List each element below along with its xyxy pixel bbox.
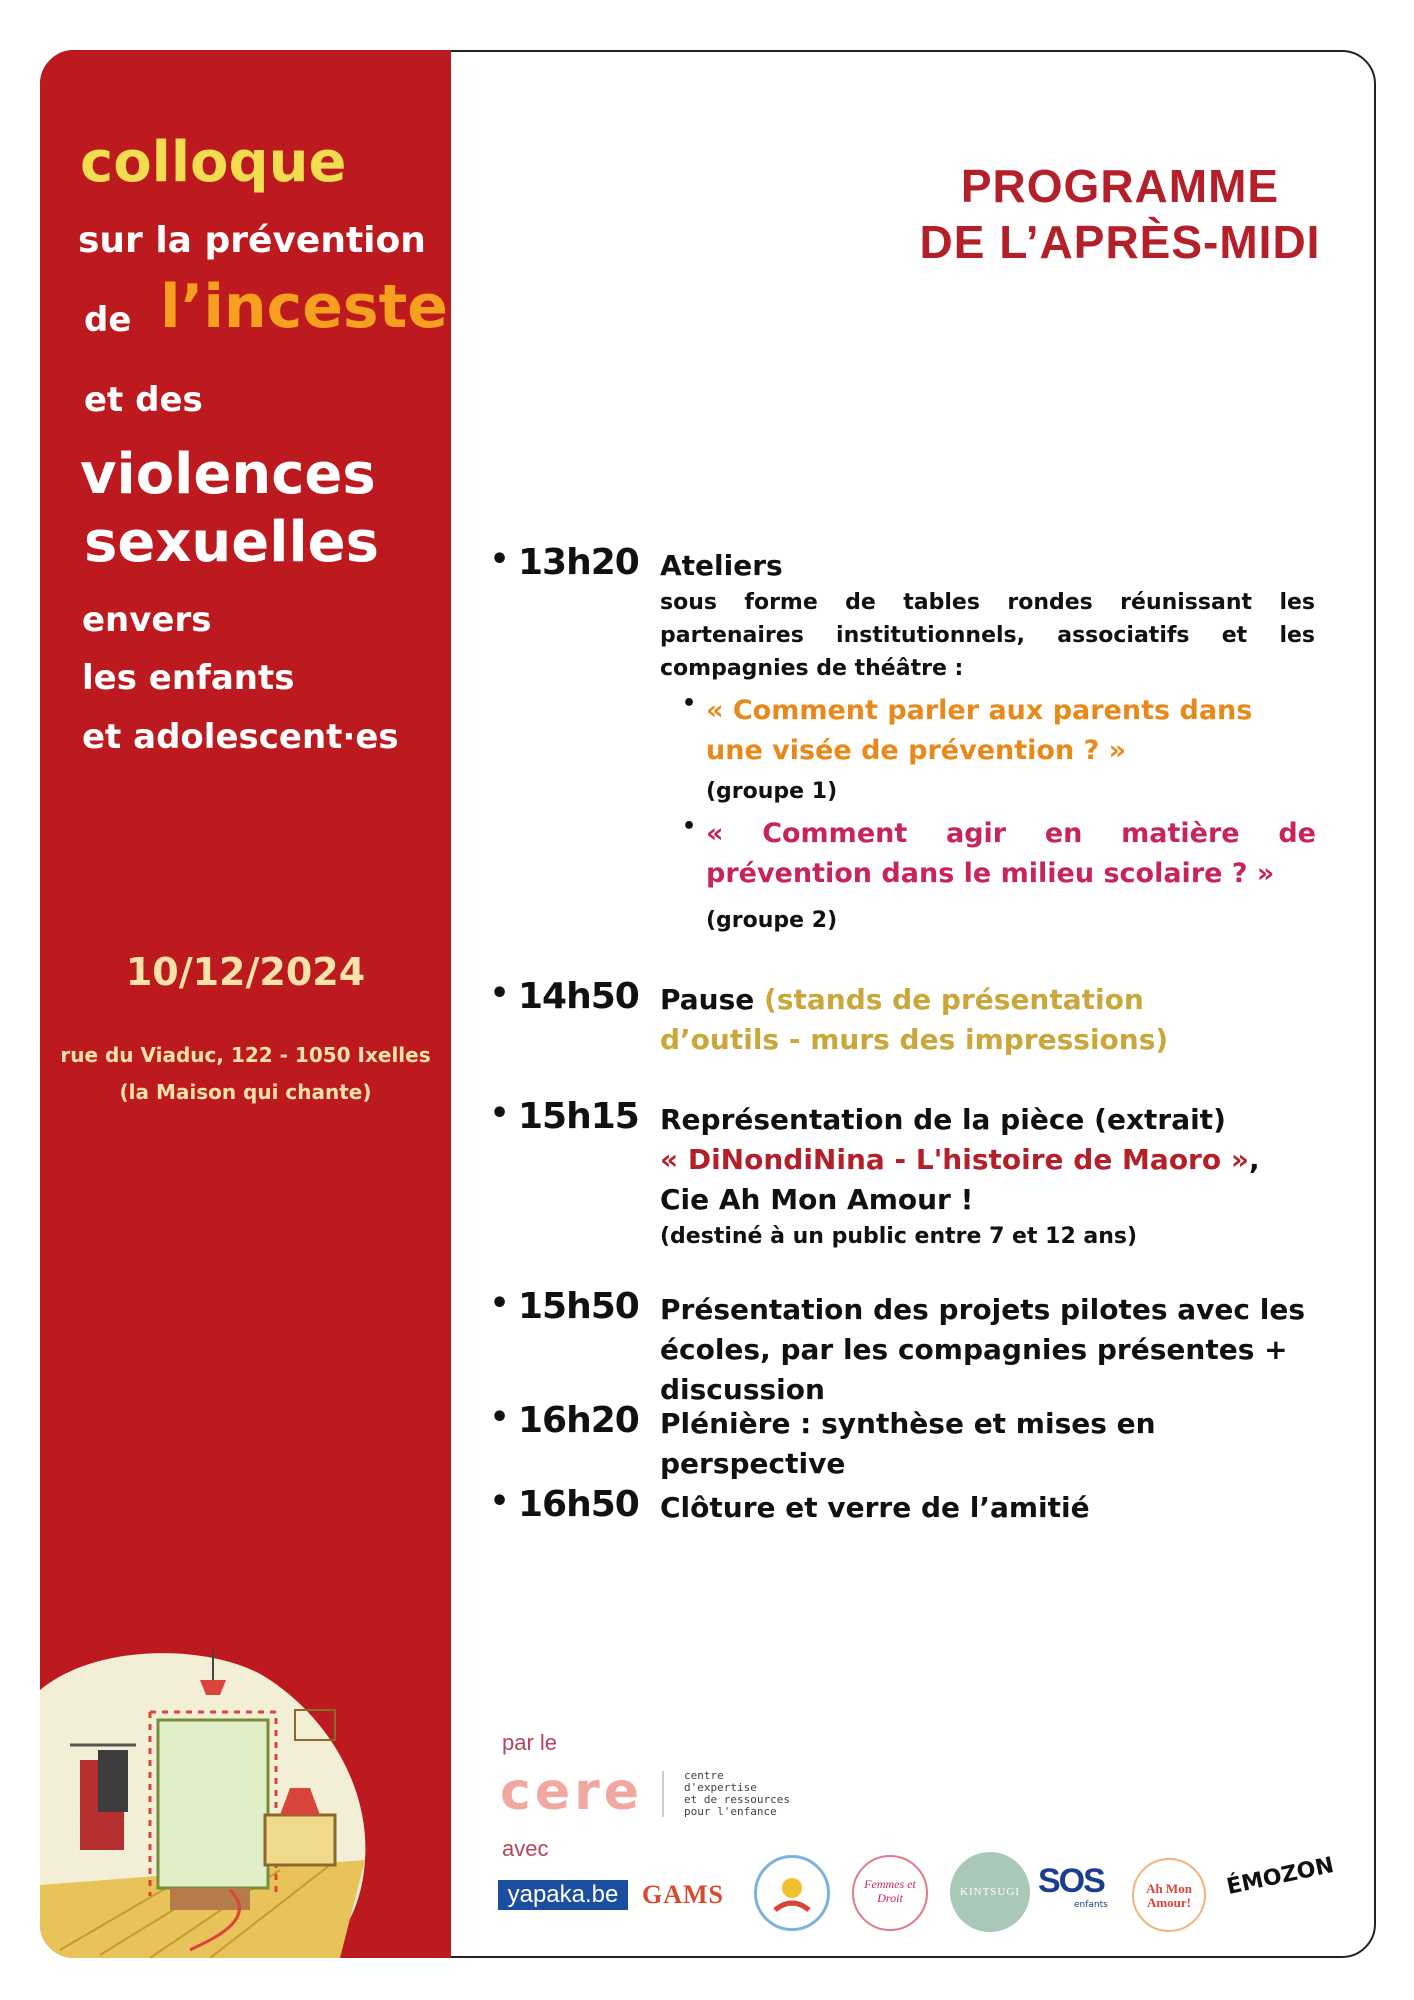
schedule-title: Représentation de la pièce (extrait) xyxy=(660,1103,1226,1136)
subtitle-et-des: et des xyxy=(84,380,203,420)
subtitle-adolescents: et adolescent·es xyxy=(82,717,399,757)
partner-logo-circle-blue xyxy=(754,1855,830,1931)
schedule-title: Clôture et verre de l’amitié xyxy=(660,1491,1090,1524)
inceste-label: l’inceste xyxy=(160,272,448,342)
partner-logo-gams: GAMS xyxy=(642,1880,724,1909)
schedule-title: Présentation des projets pilotes avec les écoles, par les compagnies présentes + discussion xyxy=(660,1293,1306,1406)
event-venue: (la Maison qui chante) xyxy=(119,1080,372,1104)
subtitle-line-1: sur la prévention xyxy=(78,220,426,261)
bullet-icon: • xyxy=(490,542,510,577)
by-label: par le xyxy=(502,1730,558,1755)
subtitle-envers: envers xyxy=(82,600,212,640)
sidebar xyxy=(40,50,451,1958)
cere-description: centre d'expertise et de ressources pour l'enfance xyxy=(684,1769,790,1818)
with-label: avec xyxy=(502,1836,549,1861)
partner-logo-ah-mon-amour: Ah Mon Amour! xyxy=(1132,1858,1206,1932)
bullet-icon: • xyxy=(490,1096,510,1131)
partner-logo-femmes-droit: Femmes et Droit xyxy=(852,1855,928,1931)
room-illustration xyxy=(40,1650,451,1958)
schedule-time: 16h50 xyxy=(518,1484,639,1525)
bullet-icon: • xyxy=(490,976,510,1011)
cere-logo: cere xyxy=(500,1762,644,1822)
heading-line-2: DE L’APRÈS-MIDI xyxy=(919,216,1321,268)
pause-details: (stands de présentation d’outils - murs des impressions) xyxy=(660,983,1169,1056)
subtitle-de: de xyxy=(84,300,132,340)
event-address: rue du Viaduc, 122 - 1050 Ixelles xyxy=(60,1043,431,1067)
partner-logo-sos: SOS enfants xyxy=(1038,1862,1108,1910)
heading-line-1: PROGRAMME xyxy=(960,160,1280,212)
event-date: 10/12/2024 xyxy=(125,950,366,994)
schedule-time: 15h15 xyxy=(518,1096,639,1137)
bullet-icon: • xyxy=(682,691,697,716)
bullet-icon: • xyxy=(490,1484,510,1519)
workshop-question-1: « Comment parler aux parents dans une visée de prévention ? » xyxy=(706,695,1253,766)
schedule-title: Plénière : synthèse et mises en perspective xyxy=(660,1407,1156,1480)
schedule-time: 14h50 xyxy=(518,976,639,1017)
partner-logo-kintsugi: KINTSUGI xyxy=(950,1852,1030,1932)
schedule-title: Pause xyxy=(660,983,755,1016)
play-title-comma: , xyxy=(1248,1143,1260,1176)
play-title: « DiNondiNina - L'histoire de Maoro » xyxy=(660,1143,1249,1176)
workshop-group-1: (groupe 1) xyxy=(706,779,838,804)
schedule-time: 15h50 xyxy=(518,1286,639,1327)
sexuelles-label: sexuelles xyxy=(84,510,379,575)
workshop-group-2: (groupe 2) xyxy=(706,908,838,933)
colloque-label: colloque xyxy=(80,130,347,195)
programme-heading xyxy=(890,158,1350,270)
partner-logo-emozon: ÉMOZON xyxy=(1224,1852,1337,1901)
company-name: Cie Ah Mon Amour ! xyxy=(660,1183,974,1216)
schedule-time: 13h20 xyxy=(518,542,639,583)
bullet-icon: • xyxy=(490,1286,510,1321)
violences-label: violences xyxy=(80,442,376,507)
schedule-title: Ateliers xyxy=(660,549,783,582)
logo-divider xyxy=(662,1771,664,1817)
workshop-item-1 xyxy=(682,691,1320,804)
schedule-description: sous forme de tables rondes réunissant les partenaires institutionnels, associatifs et les compagnies de théâtre : xyxy=(660,590,1315,681)
bullet-icon: • xyxy=(490,1400,510,1435)
workshop-question-2: « Comment agir en matière de prévention dans le milieu scolaire ? » xyxy=(706,818,1316,889)
people-icon xyxy=(757,1858,827,1928)
partner-logo-yapaka: yapaka.be xyxy=(498,1880,628,1910)
subtitle-enfants: les enfants xyxy=(82,658,295,698)
schedule-time: 16h20 xyxy=(518,1400,639,1441)
workshop-item-2 xyxy=(682,814,1320,933)
audience-note: (destiné à un public entre 7 et 12 ans) xyxy=(660,1224,1138,1249)
bullet-icon: • xyxy=(682,814,697,839)
